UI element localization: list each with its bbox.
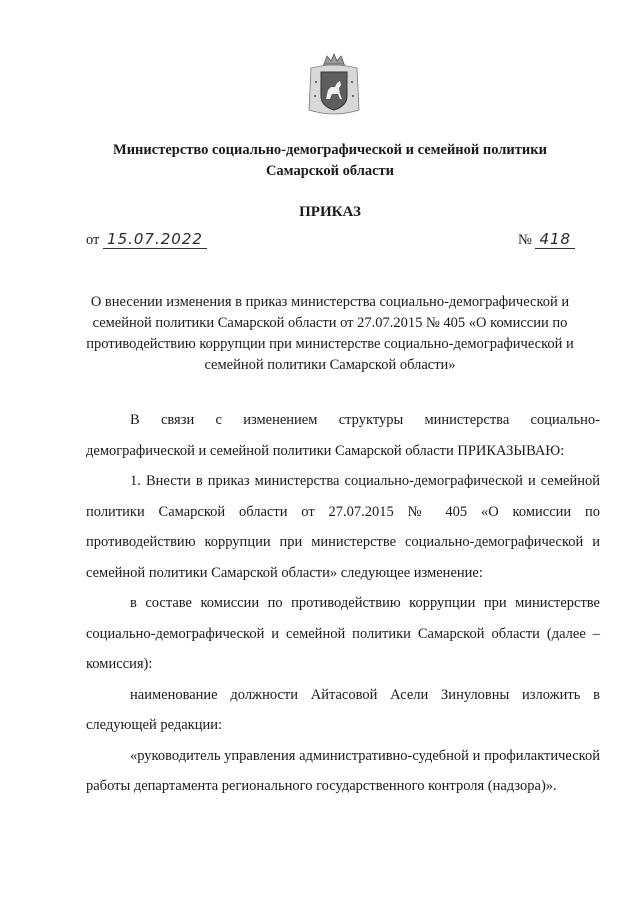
- body-paragraph: наименование должности Айтасовой Асели Зинуловны изложить в следующей редакции:: [86, 686, 600, 733]
- subject-line: О внесении изменения в приказ министерства социально-демографической и: [90, 294, 570, 310]
- body-paragraph: «руководитель управления административно-судебной и профилактической работы департамента регионального государственного контроля (надзора)».: [86, 747, 600, 794]
- handwritten-date: 15.07.2022: [103, 230, 207, 249]
- body-paragraph: в составе комиссии по противодействию коррупции при министерстве социально-демографической и семейной политики Самарской области (далее – комиссия):: [86, 595, 600, 672]
- subject-line: семейной политики Самарской области»: [204, 357, 456, 373]
- order-number: [518, 230, 575, 249]
- ministry-name-line1: Министерство социально-демографической и семейной политики: [113, 142, 547, 158]
- body-paragraph: В связи с изменением структуры министерства социально-демографической и семейной политики Самарской области ПРИКАЗЫВАЮ:: [86, 412, 600, 459]
- ministry-name-line2: Самарской области: [265, 163, 395, 179]
- samara-coat-of-arms-icon: [307, 52, 361, 120]
- handwritten-number: 418: [535, 230, 575, 249]
- number-prefix: №: [518, 232, 532, 248]
- body-paragraph: 1. Внести в приказ министерства социально-демографической и семейной политики Самарской области от 27.07.2015 № 405 «О комиссии по противодействию коррупции при министерстве социально-демографической и семейной политики Самарской области» следующее изменение:: [86, 473, 600, 581]
- order-title: ПРИКАЗ: [299, 204, 361, 220]
- order-subject: [80, 292, 580, 376]
- date-prefix: от: [86, 232, 100, 248]
- order-date: [86, 230, 207, 249]
- order-body: [86, 405, 600, 802]
- subject-line: семейной политики Самарской области от 27.07.2015 № 405 «О комиссии по: [92, 315, 568, 331]
- ministry-header: [60, 140, 600, 182]
- subject-line: противодействию коррупции при министерстве социально-демографической и: [86, 336, 574, 352]
